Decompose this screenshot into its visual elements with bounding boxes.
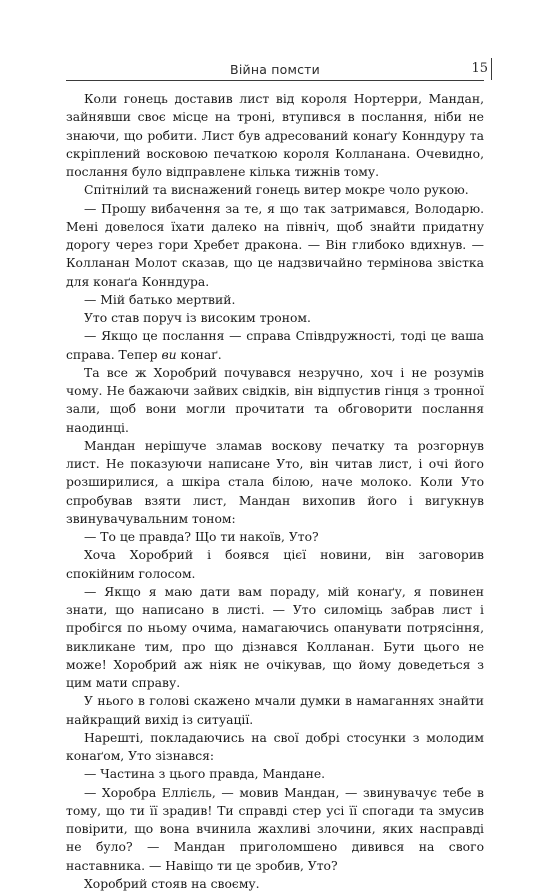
paragraph-text: Спітнілий та виснажений гонець витер мокре чоло рукою.: [84, 183, 469, 198]
paragraph-text: Мандан нерішуче зламав воскову печатку та розгорнув лист. Не показуючи написане Уто, він читав лист, і очі його розширилися, а шкіра стала білою, наче молоко. Коли Уто спробував взяти лист, Мандан вихопив його і вигукнув звинувачувальним тоном:: [66, 438, 484, 526]
running-title: Війна помсти: [230, 62, 320, 77]
paragraph-text: — Хоробра Еллієль, — мовив Мандан, — звинувачує тебе в тому, що ти її зрадив! Ти справді стер усі її спогади та змусив повірити, що вона вчинила жахливі злочини, яких насправді не було? — Мандан приголомшено дивився на свого наставника. — Навіщо ти це зробив, Уто?: [66, 785, 484, 873]
paragraph-text: Нарешті, покладаючись на свої добрі стосунки з молодим конаґом, Уто зізнався:: [66, 730, 484, 763]
paragraph: [66, 528, 484, 546]
paragraph: [66, 364, 484, 437]
paragraph: [66, 200, 484, 291]
paragraph-text: Коли гонець доставив лист від короля Нортерри, Мандан, зайнявши своє місце на троні, втупився в послання, ніби не знаючи, що робити. Лист був адресований конаґу Конндуру та скріплений восковою печаткою короля Колланана. Очевидно, послання було відправлене кілька тижнів тому.: [66, 92, 484, 179]
paragraph: [66, 546, 484, 583]
paragraph-text: Та все ж Хоробрий почувався незручно, хоч і не розумів чому. Не бажаючи зайвих свідків, він відпустив гінця з тронної зали, щоб вони могли прочитати та обговорити послання наодинці.: [66, 365, 484, 435]
paragraph-text: Хоча Хоробрий і боявся цієї новини, він заговорив спокійним голосом.: [66, 548, 484, 581]
paragraph-text: — То це правда? Що ти накоїв, Уто?: [84, 530, 319, 544]
paragraph: [66, 291, 484, 309]
paragraph: [66, 784, 484, 875]
paragraph: [66, 729, 484, 766]
paragraph-text: — Прошу вибачення за те, я що так затримався, Володарю. Мені довелося їхати далеко на північ, щоб знайти придатну дорогу через гори Хребет дракона. — Він глибоко вдихнув. — Колланан Молот сказав, що це надзвичайно термінова звістка для конаґа Конндура.: [66, 201, 484, 289]
paragraph-text: — Частина з цього правда, Мандане.: [84, 767, 326, 782]
body-text: [66, 90, 484, 893]
paragraph-text: Уто став поруч із високим троном.: [84, 311, 311, 325]
emphasis-text: ви: [161, 347, 177, 362]
paragraph-text: — Якщо я маю дати вам пораду, мій конаґу, я повинен знати, що написано в листі. — Уто силоміць забрав лист і пробігся по ньому очима, намагаючись опанувати потрясіння, викликане тим, про що дізнався Колланан. Бути цього не може! Хоробрий аж ніяк не очікував, що йому доведеться з цим мати справу.: [66, 584, 484, 690]
page-number: 15: [471, 61, 488, 76]
paragraph-text: У нього в голові скажено мчали думки в намаганнях знайти найкращий вихід із ситуації.: [66, 694, 484, 727]
running-head: [66, 60, 488, 82]
paragraph-text: — Мій батько мертвий.: [84, 292, 236, 307]
header-rule: [66, 80, 484, 81]
paragraph: [66, 327, 484, 364]
paragraph: [66, 181, 484, 199]
paragraph-text-after: конаґ.: [176, 347, 222, 362]
paragraph-text: — Якщо це послання — справа Співдружності, тоді це ваша справа. Тепер: [66, 329, 484, 362]
header-rule-vertical: [491, 58, 492, 80]
paragraph: [66, 692, 484, 729]
paragraph: [66, 437, 484, 528]
paragraph: [66, 583, 484, 693]
paragraph: [66, 875, 484, 893]
paragraph: [66, 90, 484, 181]
paragraph: [66, 309, 484, 327]
paragraph-text: Хоробрий стояв на своєму.: [84, 876, 260, 891]
paragraph: [66, 765, 484, 783]
